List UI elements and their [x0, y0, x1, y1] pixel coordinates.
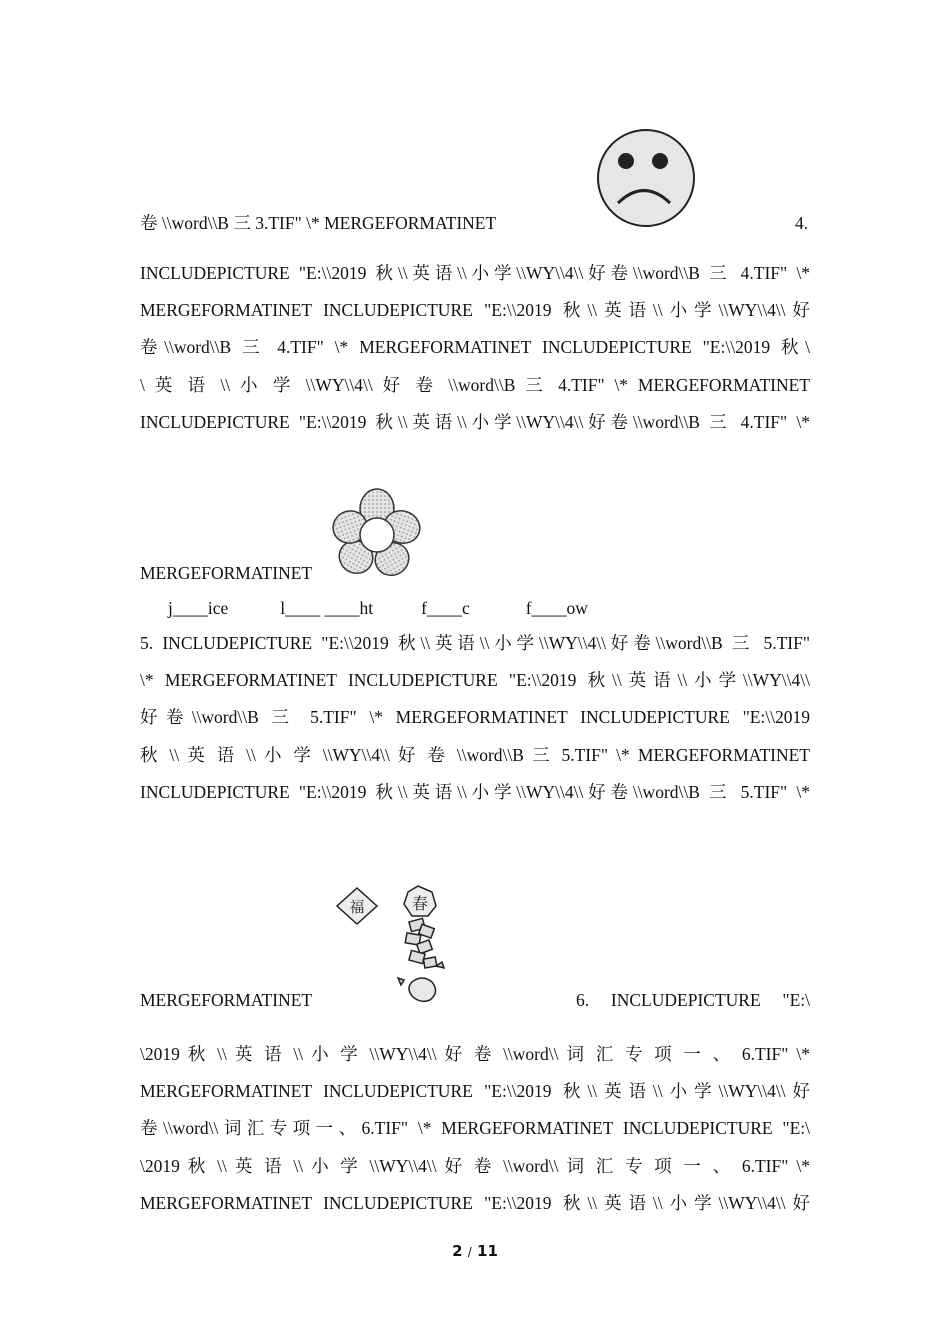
text-line-10: \* MERGEFORMATINET INCLUDEPICTURE "E:\\2019 秋\\英语\\小学\\WY\\4\\	[140, 670, 810, 690]
text-line-14-left: MERGEFORMATINET	[140, 990, 313, 1010]
page-number	[0, 1242, 950, 1260]
text-line-17: 卷\\word\\词汇专项一、6.TIF" \* MERGEFORMATINET INCLUDEPICTURE "E:\	[140, 1118, 810, 1138]
text-line-18: \2019 秋 \\ 英 语 \\ 小 学 \\WY\\4\\ 好 卷 \\word\\ 词 汇 专 项 一 、 6.TIF" \*	[140, 1156, 810, 1176]
text-line-4: 卷\\word\\B 三 4.TIF" \* MERGEFORMATINET INCLUDEPICTURE "E:\\2019 秋\	[140, 337, 810, 357]
page-current: 2	[452, 1242, 463, 1260]
chun-character: 春	[411, 894, 429, 913]
text-line-3: MERGEFORMATINET INCLUDEPICTURE "E:\\2019 秋\\英语\\小学\\WY\\4\\好	[140, 300, 810, 320]
text-line-7: MERGEFORMATINET	[140, 563, 313, 583]
word-blank-1: j____ice	[168, 598, 229, 618]
text-line-9: 5. INCLUDEPICTURE "E:\\2019 秋\\英语\\小学\\WY\\4\\好卷\\word\\B 三 5.TIF"	[140, 633, 810, 653]
text-line-12: 秋 \\ 英 语 \\ 小 学 \\WY\\4\\ 好 卷 \\word\\B 三 5.TIF" \* MERGEFORMATINET	[140, 745, 810, 765]
text-line-1-right: 4.	[795, 213, 809, 233]
page-separator: /	[467, 1245, 472, 1259]
text-line-15: \2019 秋 \\ 英 语 \\ 小 学 \\WY\\4\\ 好 卷 \\word\\ 词 汇 专 项 一 、 6.TIF" \*	[140, 1044, 810, 1064]
text-line-19: MERGEFORMATINET INCLUDEPICTURE "E:\\2019 秋\\英语\\小学\\WY\\4\\好	[140, 1193, 810, 1213]
text-line-2: INCLUDEPICTURE "E:\\2019 秋\\英语\\小学\\WY\\4\\好卷\\word\\B 三 4.TIF" \*	[140, 263, 810, 283]
sad-face-picture	[596, 128, 696, 228]
word-blank-3: f____c	[421, 598, 470, 618]
fu-character: 福	[349, 898, 365, 916]
word-blank-2: l____ ____ht	[280, 598, 374, 618]
text-line-5: \ 英 语 \\ 小 学 \\WY\\4\\ 好 卷 \\word\\B 三 4.TIF" \* MERGEFORMATINET	[140, 375, 810, 395]
fill-in-words-row	[168, 597, 628, 619]
word-blank-4: f____ow	[525, 598, 588, 618]
text-line-1-left: 卷 \\word\\B 三 3.TIF" \* MERGEFORMATINET	[140, 213, 497, 233]
text-line-11: 好卷\\word\\B 三 5.TIF" \* MERGEFORMATINET INCLUDEPICTURE "E:\\2019	[140, 707, 810, 727]
text-line-16: MERGEFORMATINET INCLUDEPICTURE "E:\\2019 秋\\英语\\小学\\WY\\4\\好	[140, 1081, 810, 1101]
text-line-14-right: 6. INCLUDEPICTURE "E:\	[576, 990, 810, 1010]
text-line-6: INCLUDEPICTURE "E:\\2019 秋\\英语\\小学\\WY\\4\\好卷\\word\\B 三 4.TIF" \*	[140, 412, 810, 432]
spring-festival-picture	[332, 882, 452, 1008]
text-line-13: INCLUDEPICTURE "E:\\2019 秋\\英语\\小学\\WY\\4\\好卷\\word\\B 三 5.TIF" \*	[140, 782, 810, 802]
page-total: 11	[477, 1242, 498, 1260]
